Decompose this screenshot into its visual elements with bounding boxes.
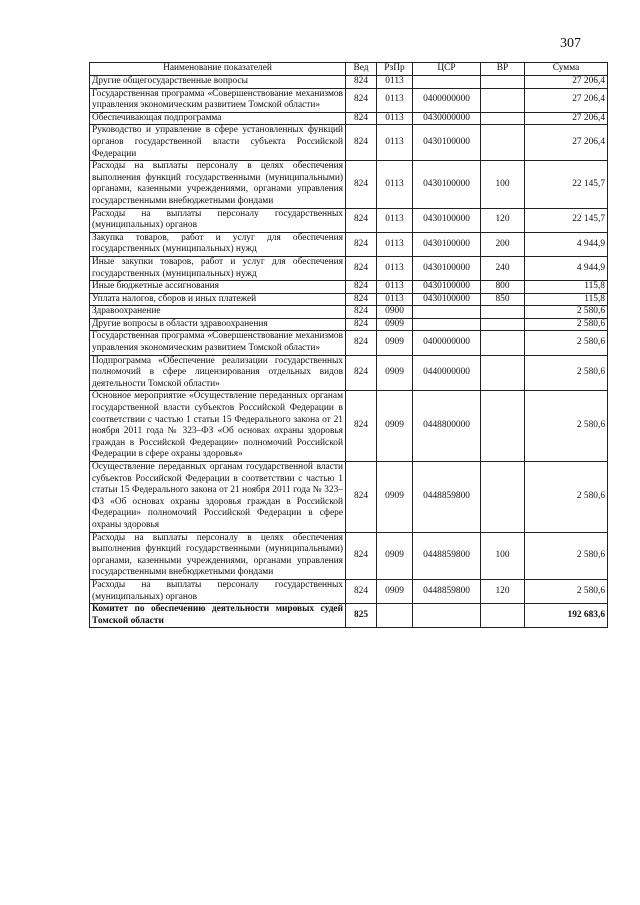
cell-vr: 100 <box>481 532 525 579</box>
cell-name: Руководство и управление в сфере установленных функций органов государственной власти субъекта Российской Федерации <box>90 125 346 161</box>
cell-rzpr: 0900 <box>377 306 413 319</box>
cell-ved: 825 <box>346 604 377 628</box>
cell-csr: 0448859800 <box>413 462 481 533</box>
cell-name: Другие общегосударственные вопросы <box>90 76 346 89</box>
cell-csr: 0430100000 <box>413 293 481 306</box>
cell-csr: 0400000000 <box>413 88 481 112</box>
header-ved: Вед <box>346 63 377 76</box>
cell-name: Расходы на выплаты персоналу в целях обеспечения выполнения функций государственными (муниципальными) органами, казенными учреждениями, органами управления государственными внебюджетными фондами <box>90 161 346 208</box>
cell-sum: 2 580,6 <box>525 532 608 579</box>
table-row <box>90 532 608 579</box>
cell-sum: 2 580,6 <box>525 331 608 355</box>
cell-name: Комитет по обеспечению деятельности мировых судей Томской области <box>90 604 346 628</box>
cell-rzpr: 0909 <box>377 462 413 533</box>
cell-vr <box>481 462 525 533</box>
cell-sum: 27 206,4 <box>525 76 608 89</box>
cell-name: Другие вопросы в области здравоохранения <box>90 318 346 331</box>
cell-rzpr: 0113 <box>377 125 413 161</box>
table-row <box>90 112 608 125</box>
cell-ved: 824 <box>346 579 377 603</box>
cell-csr <box>413 318 481 331</box>
cell-name: Государственная программа «Совершенствование механизмов управления экономическим развитием Томской области» <box>90 331 346 355</box>
cell-vr <box>481 88 525 112</box>
cell-name: Иные бюджетные ассигнования <box>90 281 346 294</box>
cell-vr: 100 <box>481 161 525 208</box>
cell-csr <box>413 306 481 319</box>
table-row <box>90 256 608 280</box>
table-row <box>90 76 608 89</box>
cell-vr: 800 <box>481 281 525 294</box>
cell-rzpr: 0113 <box>377 293 413 306</box>
cell-ved: 824 <box>346 208 377 232</box>
cell-sum: 4 944,9 <box>525 256 608 280</box>
table-row <box>90 306 608 319</box>
cell-rzpr: 0113 <box>377 76 413 89</box>
table-row <box>90 331 608 355</box>
cell-ved: 824 <box>346 532 377 579</box>
header-name: Наименование показателей <box>90 63 346 76</box>
table-row <box>90 161 608 208</box>
table-row <box>90 293 608 306</box>
cell-csr: 0430100000 <box>413 232 481 256</box>
cell-csr: 0430000000 <box>413 112 481 125</box>
cell-csr: 0448859800 <box>413 532 481 579</box>
cell-sum: 22 145,7 <box>525 208 608 232</box>
cell-ved: 824 <box>346 462 377 533</box>
cell-vr: 120 <box>481 579 525 603</box>
cell-sum: 27 206,4 <box>525 112 608 125</box>
cell-sum: 115,8 <box>525 281 608 294</box>
cell-vr <box>481 391 525 462</box>
table-body <box>90 76 608 628</box>
cell-name: Обеспечивающая подпрограмма <box>90 112 346 125</box>
table-header-row <box>90 63 608 76</box>
cell-csr: 0430100000 <box>413 281 481 294</box>
cell-sum: 27 206,4 <box>525 125 608 161</box>
cell-sum: 4 944,9 <box>525 232 608 256</box>
cell-csr: 0430100000 <box>413 125 481 161</box>
cell-rzpr: 0909 <box>377 532 413 579</box>
cell-name: Осуществление переданных органам государственной власти субъектов Российской Федерации в соответствии с частью 1 статьи 15 Федерального закона от 21 ноября 2011 года № 323–ФЗ «Об основах охраны здоровья граждан в Российской Федерации» полномочий Российской Федерации в сфере охраны здоровья <box>90 462 346 533</box>
cell-ved: 824 <box>346 88 377 112</box>
cell-sum: 2 580,6 <box>525 391 608 462</box>
cell-sum: 115,8 <box>525 293 608 306</box>
cell-ved: 824 <box>346 293 377 306</box>
cell-csr: 0430100000 <box>413 161 481 208</box>
cell-csr: 0430100000 <box>413 208 481 232</box>
cell-csr: 0448859800 <box>413 579 481 603</box>
cell-csr: 0440000000 <box>413 355 481 391</box>
cell-rzpr: 0113 <box>377 161 413 208</box>
cell-csr <box>413 76 481 89</box>
budget-table <box>89 62 608 628</box>
cell-vr: 850 <box>481 293 525 306</box>
cell-vr <box>481 331 525 355</box>
cell-rzpr: 0909 <box>377 318 413 331</box>
cell-rzpr: 0113 <box>377 232 413 256</box>
table-row <box>90 125 608 161</box>
cell-name: Расходы на выплаты персоналу в целях обеспечения выполнения функций государственными (муниципальными) органами, казенными учреждениями, органами управления государственными внебюджетными фондами <box>90 532 346 579</box>
cell-vr <box>481 112 525 125</box>
cell-rzpr <box>377 604 413 628</box>
cell-name: Закупка товаров, работ и услуг для обеспечения государственных (муниципальных) нужд <box>90 232 346 256</box>
cell-ved: 824 <box>346 355 377 391</box>
cell-vr: 200 <box>481 232 525 256</box>
cell-ved: 824 <box>346 161 377 208</box>
cell-rzpr: 0909 <box>377 331 413 355</box>
cell-rzpr: 0909 <box>377 579 413 603</box>
table-row <box>90 391 608 462</box>
cell-name: Подпрограмма «Обеспечение реализации государственных полномочий в сфере лицензирования отдельных видов деятельности Томской области» <box>90 355 346 391</box>
header-csr: ЦСР <box>413 63 481 76</box>
cell-csr <box>413 604 481 628</box>
cell-sum: 192 683,6 <box>525 604 608 628</box>
cell-ved: 824 <box>346 331 377 355</box>
cell-rzpr: 0113 <box>377 256 413 280</box>
cell-name: Основное мероприятие «Осуществление переданных органам государственной власти субъектов Российской Федерации в соответствии с частью 1 статьи 15 Федерального закона от 21 ноября 2011 года № 323–ФЗ «Об основах охраны здоровья граждан в Российской Федерации» полномочий Российской Федерации в сфере охраны здоровья» <box>90 391 346 462</box>
cell-sum: 2 580,6 <box>525 579 608 603</box>
cell-csr: 0448800000 <box>413 391 481 462</box>
cell-ved: 824 <box>346 318 377 331</box>
table-row <box>90 355 608 391</box>
cell-ved: 824 <box>346 306 377 319</box>
cell-name: Иные закупки товаров, работ и услуг для обеспечения государственных (муниципальных) нужд <box>90 256 346 280</box>
cell-vr: 120 <box>481 208 525 232</box>
cell-name: Уплата налогов, сборов и иных платежей <box>90 293 346 306</box>
cell-vr <box>481 604 525 628</box>
cell-vr: 240 <box>481 256 525 280</box>
table-row <box>90 232 608 256</box>
table-row <box>90 579 608 603</box>
cell-rzpr: 0113 <box>377 281 413 294</box>
cell-vr <box>481 355 525 391</box>
cell-sum: 2 580,6 <box>525 306 608 319</box>
cell-rzpr: 0909 <box>377 355 413 391</box>
table-row <box>90 604 608 628</box>
cell-sum: 27 206,4 <box>525 88 608 112</box>
header-vr: ВР <box>481 63 525 76</box>
cell-sum: 2 580,6 <box>525 462 608 533</box>
page-number: 307 <box>560 36 581 51</box>
cell-vr <box>481 306 525 319</box>
cell-vr <box>481 125 525 161</box>
cell-rzpr: 0909 <box>377 391 413 462</box>
cell-csr: 0400000000 <box>413 331 481 355</box>
cell-ved: 824 <box>346 125 377 161</box>
cell-ved: 824 <box>346 112 377 125</box>
cell-sum: 2 580,6 <box>525 318 608 331</box>
table-row <box>90 281 608 294</box>
cell-rzpr: 0113 <box>377 88 413 112</box>
cell-name: Государственная программа «Совершенствование механизмов управления экономическим развитием Томской области» <box>90 88 346 112</box>
table-row <box>90 88 608 112</box>
cell-rzpr: 0113 <box>377 112 413 125</box>
cell-name: Расходы на выплаты персоналу государственных (муниципальных) органов <box>90 579 346 603</box>
cell-csr: 0430100000 <box>413 256 481 280</box>
cell-ved: 824 <box>346 281 377 294</box>
cell-vr <box>481 76 525 89</box>
cell-ved: 824 <box>346 391 377 462</box>
header-sum: Сумма <box>525 63 608 76</box>
cell-rzpr: 0113 <box>377 208 413 232</box>
cell-ved: 824 <box>346 256 377 280</box>
cell-sum: 2 580,6 <box>525 355 608 391</box>
table-row <box>90 208 608 232</box>
cell-sum: 22 145,7 <box>525 161 608 208</box>
cell-ved: 824 <box>346 232 377 256</box>
cell-name: Расходы на выплаты персоналу государственных (муниципальных) органов <box>90 208 346 232</box>
table-row <box>90 462 608 533</box>
cell-ved: 824 <box>346 76 377 89</box>
cell-name: Здравоохранение <box>90 306 346 319</box>
cell-vr <box>481 318 525 331</box>
table-row <box>90 318 608 331</box>
header-rzpr: РзПр <box>377 63 413 76</box>
